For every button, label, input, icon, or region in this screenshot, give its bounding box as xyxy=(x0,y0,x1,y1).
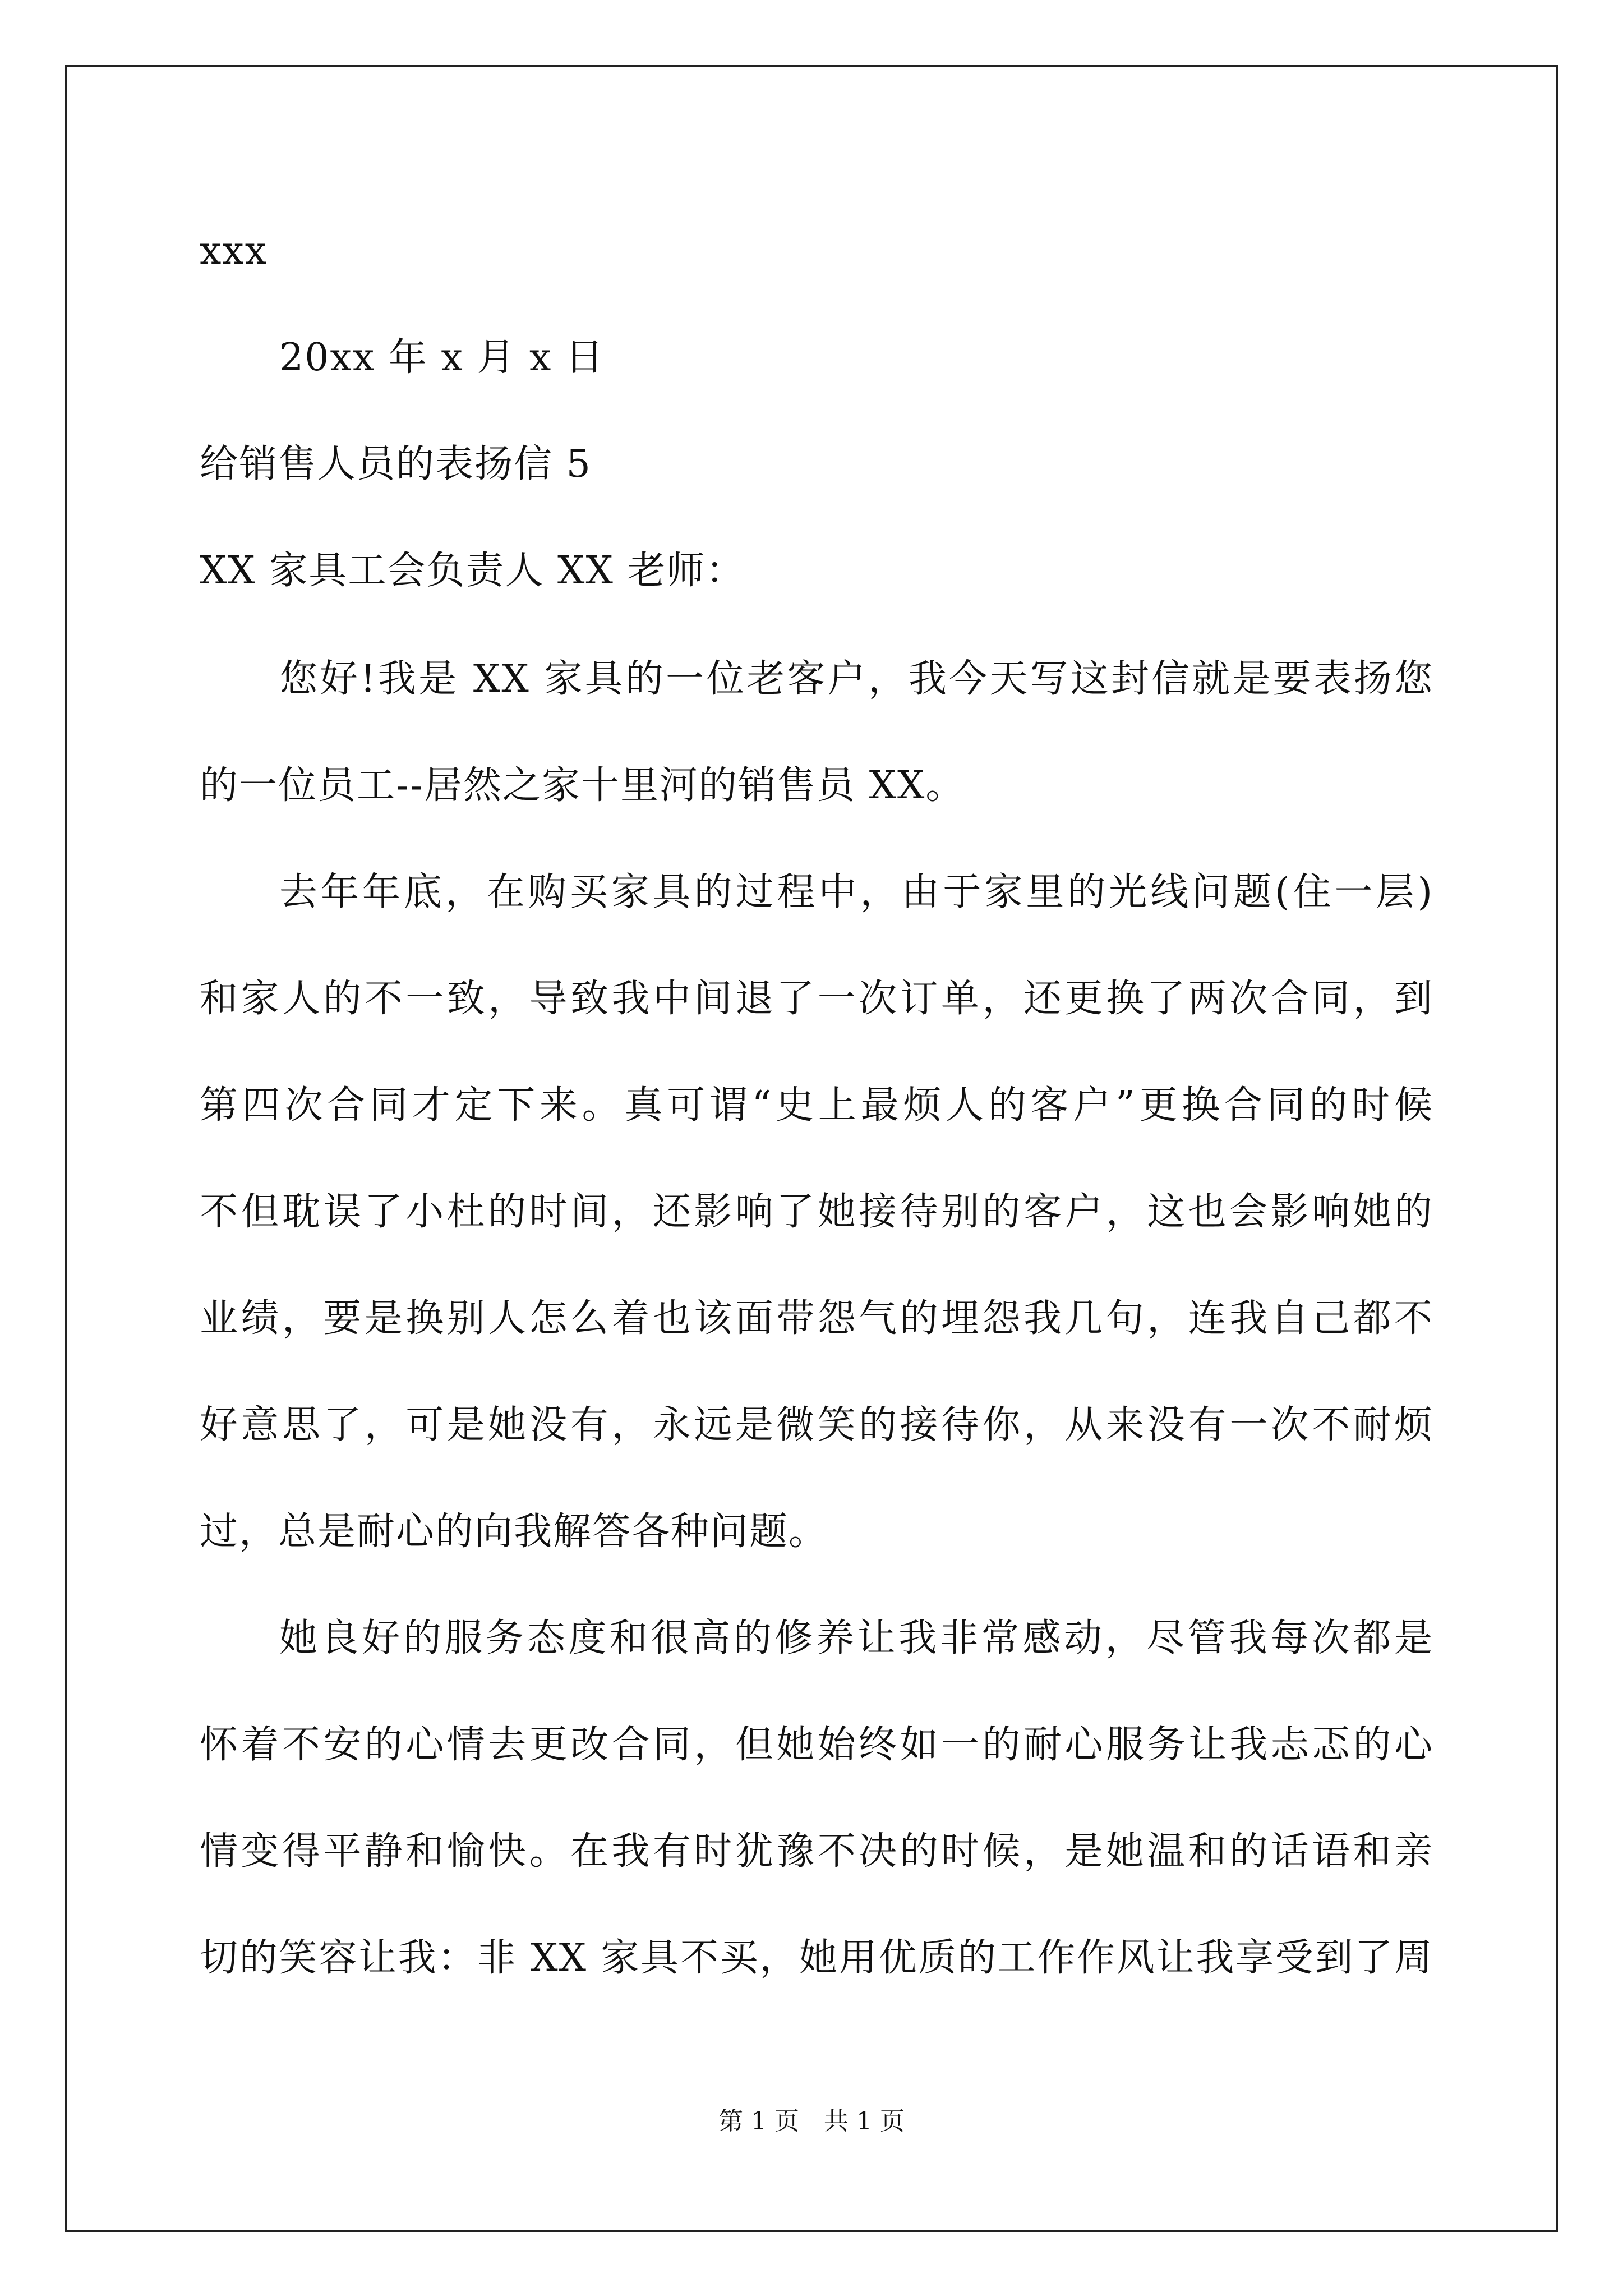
sender-name: xxx xyxy=(200,229,268,273)
paragraph-line: 好意思了，可是她没有，永远是微笑的接待你，从来没有一次不耐烦 xyxy=(200,1403,1433,1447)
page-footer: 第 1 页 共 1 页 xyxy=(718,2107,905,2136)
paragraph-line: 您好!我是 XX 家具的一位老客户，我今天写这封信就是要表扬您 xyxy=(279,657,1433,701)
paragraph-line: 第四次合同才定下来。真可谓“史上最烦人的客户”更换合同的时候 xyxy=(200,1083,1433,1128)
paragraph-line: 她良好的服务态度和很高的修养让我非常感动，尽管我每次都是 xyxy=(279,1616,1433,1660)
paragraph-line: 去年年底，在购买家具的过程中，由于家里的光线问题(住一层) xyxy=(279,870,1433,914)
letter-title: 给销售人员的表扬信 5 xyxy=(200,442,592,486)
paragraph-line: 的一位员工--居然之家十里河的销售员 XX。 xyxy=(200,763,965,808)
paragraph-line: 情变得平静和愉快。在我有时犹豫不决的时候，是她温和的话语和亲 xyxy=(200,1829,1433,1874)
page-border xyxy=(65,65,1558,2232)
paragraph-line: 过，总是耐心的向我解答各种问题。 xyxy=(200,1510,828,1554)
paragraph-line: 业绩，要是换别人怎么着也该面带怨气的埋怨我几句，连我自己都不 xyxy=(200,1296,1433,1341)
paragraph-line: 和家人的不一致，导致我中间退了一次订单，还更换了两次合同，到 xyxy=(200,977,1433,1021)
paragraph-line: 切的笑容让我：非 XX 家具不买，她用优质的工作作风让我享受到了周 xyxy=(200,1936,1433,1980)
letter-date: 20xx 年 x 月 x 日 xyxy=(279,335,605,380)
salutation: XX 家具工会负责人 XX 老师： xyxy=(200,549,745,593)
paragraph-line: 不但耽误了小杜的时间，还影响了她接待别的客户，这也会影响她的 xyxy=(200,1190,1433,1234)
paragraph-line: 怀着不安的心情去更改合同，但她始终如一的耐心服务让我忐忑的心 xyxy=(200,1723,1433,1767)
